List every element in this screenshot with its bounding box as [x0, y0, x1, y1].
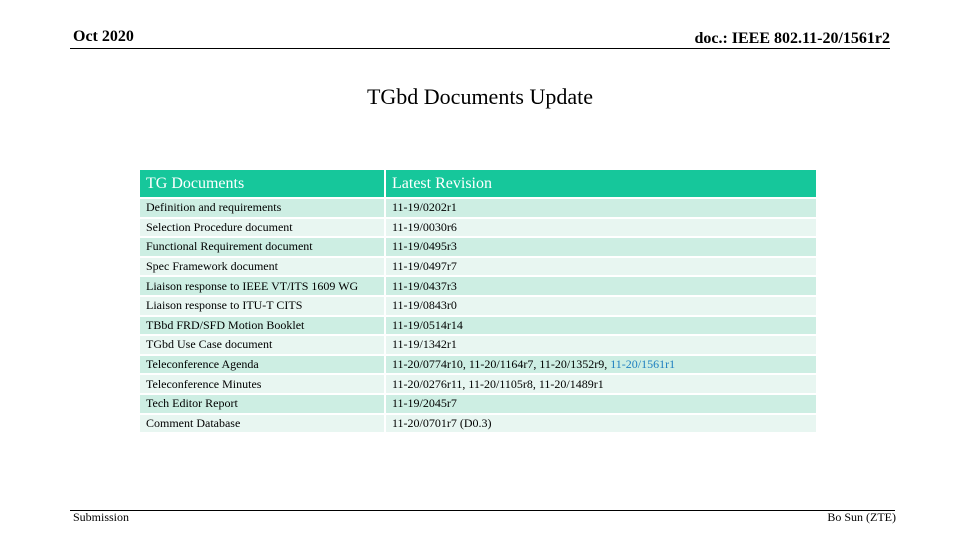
revision-text: 11-19/0030r6: [392, 219, 457, 234]
table-row: [139, 276, 817, 296]
revision-text: 11-19/1342r1: [392, 337, 457, 352]
footer-author: Bo Sun (ZTE): [827, 510, 896, 524]
document-name-cell: Selection Procedure document: [139, 218, 385, 238]
latest-revision-cell: [385, 218, 817, 238]
table-row: [139, 335, 817, 355]
latest-revision-cell: [385, 257, 817, 277]
header-date: Oct 2020: [73, 28, 134, 45]
table-header-row: [139, 169, 817, 198]
latest-revision-cell: [385, 198, 817, 218]
revision-text: 11-19/2045r7: [392, 396, 457, 411]
document-name-cell: Comment Database: [139, 414, 385, 434]
document-name-cell: Liaison response to IEEE VT/ITS 1609 WG: [139, 276, 385, 296]
table-row: [139, 374, 817, 394]
revision-text: 11-20/0701r7 (D0.3): [392, 415, 492, 430]
table-row: [139, 316, 817, 336]
document-name-cell: TBbd FRD/SFD Motion Booklet: [139, 316, 385, 336]
table-row: [139, 296, 817, 316]
revision-text: 11-19/0843r0: [392, 298, 457, 313]
latest-revision-cell: [385, 355, 817, 375]
header-divider: [70, 48, 890, 49]
footer-divider: [70, 510, 895, 511]
revision-text: 11-19/0202r1: [392, 200, 457, 215]
revision-text: 11-19/0437r3: [392, 278, 457, 293]
document-name-cell: TGbd Use Case document: [139, 335, 385, 355]
document-name-cell: Spec Framework document: [139, 257, 385, 277]
document-name-cell: Liaison response to ITU-T CITS: [139, 296, 385, 316]
document-name-cell: Definition and requirements: [139, 198, 385, 218]
document-name-cell: Functional Requirement document: [139, 237, 385, 257]
table-row: [139, 218, 817, 238]
latest-revision-cell: [385, 374, 817, 394]
table-row: [139, 414, 817, 434]
latest-revision-cell: [385, 237, 817, 257]
document-name-cell: Teleconference Agenda: [139, 355, 385, 375]
revision-text: 11-19/0495r3: [392, 239, 457, 254]
revision-text: 11-19/0514r14: [392, 317, 463, 332]
table-body: [139, 198, 817, 433]
footer-submission: Submission: [73, 510, 130, 524]
document-name-cell: Teleconference Minutes: [139, 374, 385, 394]
latest-revision-cell: [385, 316, 817, 336]
table-row: [139, 257, 817, 277]
revision-link[interactable]: 11-20/1561r1: [610, 357, 676, 372]
table-row: [139, 355, 817, 375]
latest-revision-cell: [385, 296, 817, 316]
header-doc-id: doc.: IEEE 802.11-20/1561r2: [694, 30, 890, 47]
column-header-revision: Latest Revision: [385, 169, 817, 198]
revision-text: 11-19/0497r7: [392, 259, 457, 274]
table-row: [139, 394, 817, 414]
slide-title: TGbd Documents Update: [366, 84, 594, 109]
revision-text: 11-20/0774r10, 11-20/1164r7, 11-20/1352r9,: [392, 357, 611, 372]
table-row: [139, 198, 817, 218]
document-name-cell: Tech Editor Report: [139, 394, 385, 414]
column-header-documents: TG Documents: [139, 169, 385, 198]
latest-revision-cell: [385, 335, 817, 355]
latest-revision-cell: [385, 414, 817, 434]
table-row: [139, 237, 817, 257]
latest-revision-cell: [385, 394, 817, 414]
revision-text: 11-20/0276r11, 11-20/1105r8, 11-20/1489r1: [392, 376, 604, 391]
documents-table: [138, 168, 818, 434]
latest-revision-cell: [385, 276, 817, 296]
